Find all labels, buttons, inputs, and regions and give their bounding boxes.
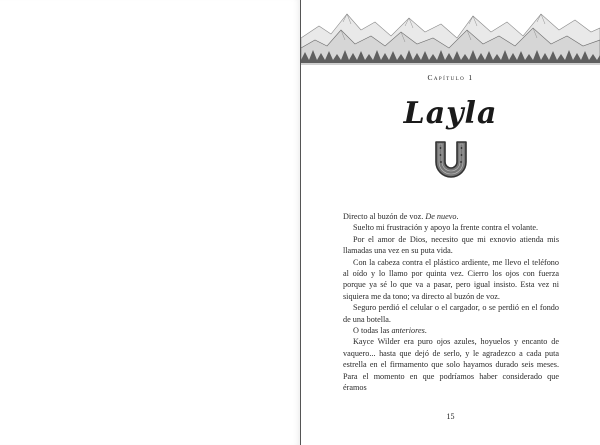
horseshoe-icon [430,140,472,185]
page-number: 15 [446,412,455,421]
chapter-body-text [343,211,559,394]
paragraph: Con la cabeza contra el plástico ardiente, me llevo el teléfono al oído y lo llamo por quinta vez. Cierro los ojos con fuerza porque ya sé lo que va a pasar, pero igual insisto. Esta vez ni siquiera me da tono; va directo al buzón de voz. [343,257,559,301]
right-page [301,0,600,445]
mountain-range-illustration [301,0,600,72]
paragraph: Kayce Wilder era puro ojos azules, hoyuelos y encanto de vaquero... hasta que dejó de serlo, y le agradezco a cada puta estrella en el firmamento que solo hayamos durado seis meses. Para el momento en que podríamos haber considerado que éramos [343,337,559,393]
paragraph: Por el amor de Dios, necesito que mi exnovio atienda mis llamadas una vez en su puta vida. [343,234,559,256]
chapter-label: Capítulo 1 [427,73,474,82]
paragraph: Seguro perdió el celular o el cargador, o se perdió en el fondo de una botella. [343,303,559,324]
paragraph: O todas las anteriores. [353,326,427,336]
paragraph: Directo al buzón de voz. De nuevo. [343,212,459,221]
paragraph: Suelto mi frustración y apoyo la frente contra el volante. [353,223,539,233]
chapter-title: Layla [403,96,498,131]
